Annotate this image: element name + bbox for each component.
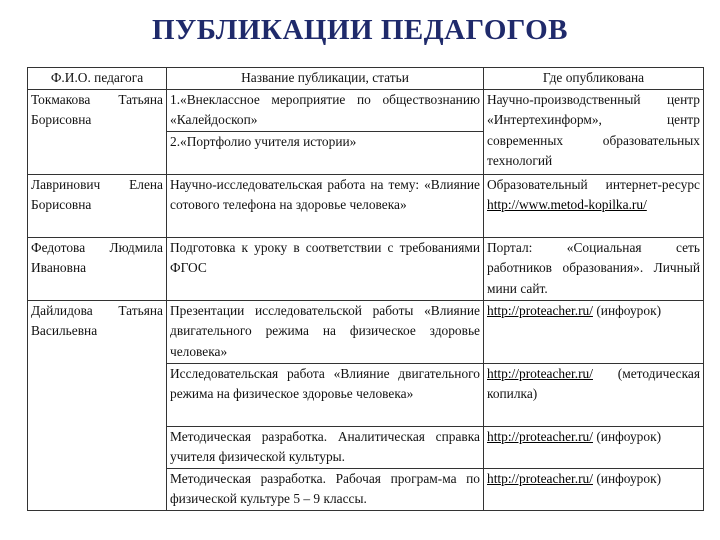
teacher-name: Лавринович Елена Борисовна	[28, 174, 167, 237]
place-note: (инфоурок)	[592, 302, 662, 318]
teacher-name: Дайлидова Татьяна Васильевна	[28, 300, 167, 510]
publication-title: Подготовка к уроку в соответствии с требованиями ФГОС	[167, 237, 484, 300]
publication-place: Портал: «Социальная сеть работников образования». Личный мини сайт.	[484, 237, 704, 300]
publication-place	[484, 468, 704, 510]
place-link[interactable]: http://www.metod-kopilka.ru/	[487, 197, 647, 212]
place-link[interactable]: http://proteacher.ru/	[487, 470, 593, 486]
publication-place	[484, 300, 704, 363]
table-row	[28, 237, 704, 300]
place-note: (инфоурок)	[592, 470, 662, 486]
page-title: ПУБЛИКАЦИИ ПЕДАГОГОВ	[151, 14, 569, 46]
publication-place	[484, 363, 704, 426]
place-link[interactable]: http://proteacher.ru/	[487, 365, 593, 381]
table-header-row	[28, 68, 704, 90]
publication-title: Презентации исследовательской работы «Влияние двигательного режима на физическое здоровье человека»	[167, 300, 484, 363]
publication-title: Исследовательская работа «Влияние двигательного режима на физическое здоровье человека»	[167, 363, 484, 426]
publication-place	[484, 426, 704, 468]
teacher-name: Токмакова Татьяна Борисовна	[28, 89, 167, 174]
header-where: Где опубликована	[484, 68, 704, 90]
publication-place	[484, 174, 704, 237]
teacher-name: Федотова Людмила Ивановна	[28, 237, 167, 300]
place-text: Образовательный интернет-ресурс	[487, 176, 700, 192]
publication-title: Методическая разработка. Аналитическая справка учителя физической культуры.	[167, 426, 484, 468]
header-publication: Название публикации, статьи	[167, 68, 484, 90]
table-row	[28, 300, 704, 363]
publication-title: Методическая разработка. Рабочая програм-ма по физической культуре 5 – 9 классы.	[167, 468, 484, 510]
place-link[interactable]: http://proteacher.ru/	[487, 428, 593, 444]
publication-title: Научно-исследовательская работа на тему: «Влияние сотового телефона на здоровье человека»	[167, 174, 484, 237]
publication-title: 1.«Внеклассное мероприятие по обществознанию «Калейдоскоп»	[167, 89, 484, 131]
header-name: Ф.И.О. педагога	[28, 68, 167, 90]
place-link[interactable]: http://proteacher.ru/	[487, 302, 593, 318]
table-row	[28, 89, 704, 131]
place-note: (методическая копилка)	[487, 365, 700, 401]
table-row	[28, 174, 704, 237]
publication-place: Научно-производственный центр «Интертехинформ», центр современных образовательных технологий	[484, 89, 704, 174]
publications-table	[27, 67, 704, 511]
place-note: (инфоурок)	[592, 428, 662, 444]
publication-title: 2.«Портфолио учителя истории»	[167, 131, 484, 174]
